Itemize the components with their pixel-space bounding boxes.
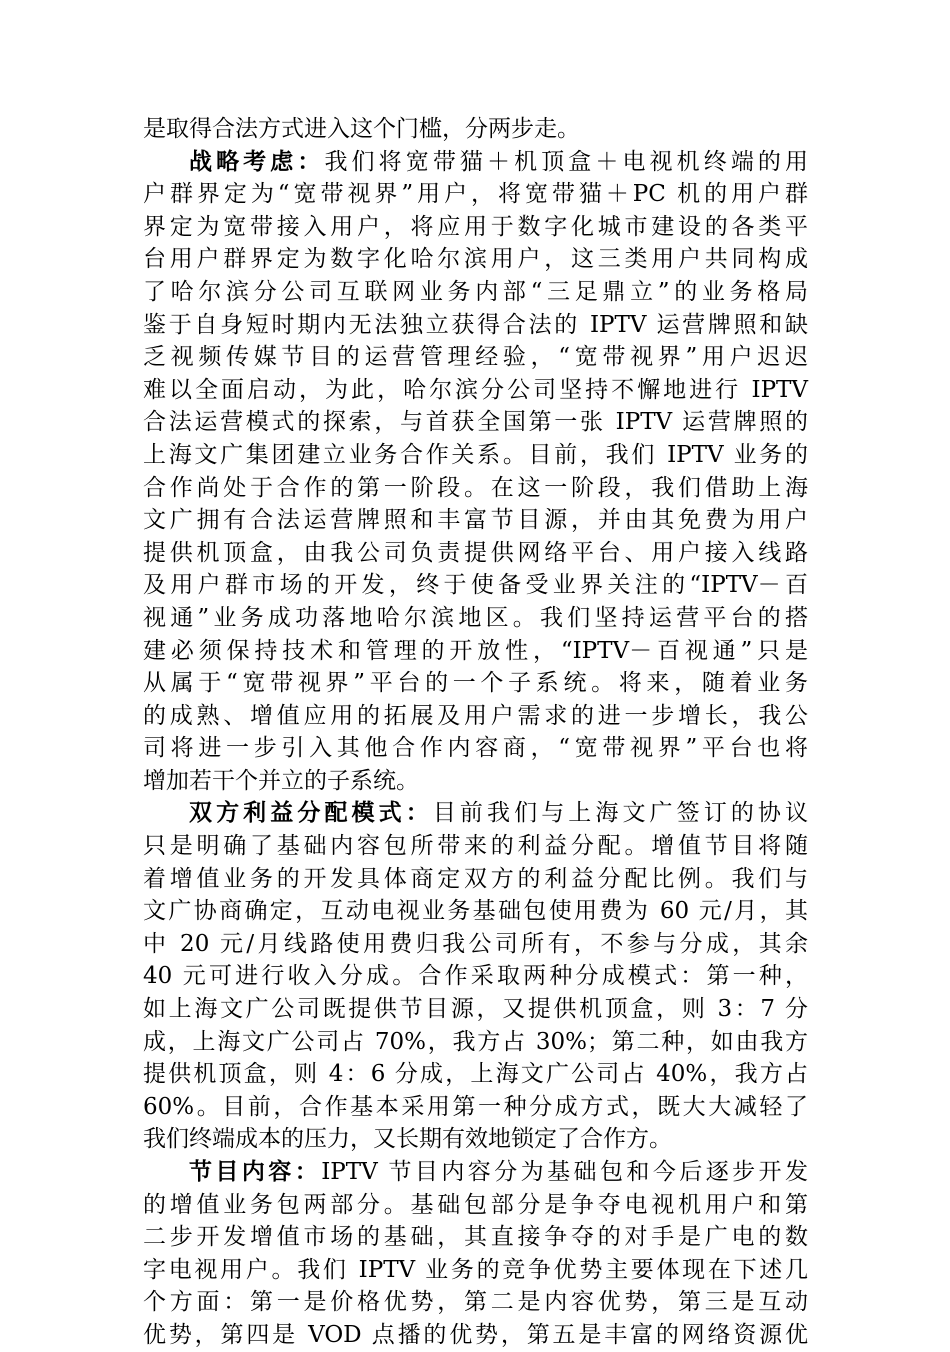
text-line: 如上海文广公司既提供节目源，又提供机顶盒，则 3：7 分 <box>143 996 808 1023</box>
document-page <box>143 113 808 1352</box>
text-run: IPTV 节目内容分为基础包和今后逐步开发 <box>321 1159 808 1185</box>
text-line: 文广拥有合法运营牌照和丰富节目源，并由其免费为用户 <box>143 507 808 534</box>
text-line: 优势，第四是 VOD 点播的优势，第五是丰富的网络资源优 <box>143 1321 808 1348</box>
text-line: 只是明确了基础内容包所带来的利益分配。增值节目将随 <box>143 833 808 860</box>
paragraph-intro <box>143 113 808 146</box>
text-line: 鉴于自身短时期内无法独立获得合法的 IPTV 运营牌照和缺 <box>143 311 808 338</box>
text-line: 的成熟、增值应用的拓展及用户需求的进一步增长，我公 <box>143 702 808 729</box>
text-line: 是取得合法方式进入这个门槛，分两步走。 <box>143 116 580 142</box>
text-line: 合作尚处于合作的第一阶段。在这一阶段，我们借助上海 <box>143 474 808 501</box>
text-line: 提供机顶盒，由我公司负责提供网络平台、用户接入线路 <box>143 539 808 566</box>
text-line: 户群界定为“宽带视界”用户，将宽带猫＋PC 机的用户群 <box>143 181 808 208</box>
text-line: 乏视频传媒节目的运营管理经验，“宽带视界”用户迟迟 <box>143 344 808 371</box>
text-line: 二步开发增值市场的基础，其直接争夺的对手是广电的数 <box>143 1224 808 1251</box>
text-line: 着增值业务的开发具体商定双方的利益分配比例。我们与 <box>143 865 808 892</box>
text-line <box>143 797 808 830</box>
section-heading-program-content: 节目内容： <box>189 1158 322 1185</box>
text-line: 40 元可进行收入分成。合作采取两种分成模式：第一种， <box>143 963 808 990</box>
paragraph-strategy <box>143 146 808 798</box>
text-line: 提供机顶盒，则 4：6 分成，上海文广公司占 40%，我方占 <box>143 1061 808 1088</box>
text-line: 增加若干个并立的子系统。 <box>143 767 419 794</box>
text-line: 从属于“宽带视界”平台的一个子系统。将来，随着业务 <box>143 670 808 697</box>
text-line: 了哈尔滨分公司互联网业务内部“三足鼎立”的业务格局 <box>143 278 808 305</box>
text-line: 文广协商确定，互动电视业务基础包使用费为 60 元/月，其 <box>143 898 808 925</box>
text-line: 台用户群界定为数字化哈尔滨用户，这三类用户共同构成 <box>143 246 808 273</box>
text-line: 我们终端成本的压力，又长期有效地锁定了合作方。 <box>143 1126 672 1153</box>
text-line: 合法运营模式的探索，与首获全国第一张 IPTV 运营牌照的 <box>143 409 808 436</box>
paragraph-revenue-sharing <box>143 797 808 1156</box>
text-line: 建必须保持技术和管理的开放性，“IPTV－百视通”只是 <box>143 637 808 664</box>
text-line: 视通”业务成功落地哈尔滨地区。我们坚持运营平台的搭 <box>143 604 808 631</box>
text-line: 60%。目前，合作基本采用第一种分成方式，既大大减轻了 <box>143 1093 808 1120</box>
text-line: 上海文广集团建立业务合作关系。目前，我们 IPTV 业务的 <box>143 441 808 468</box>
text-line: 难以全面启动，为此，哈尔滨分公司坚持不懈地进行 IPTV <box>143 376 808 403</box>
text-run: 目前我们与上海文广签订的协议 <box>432 800 809 827</box>
text-line: 司将进一步引入其他合作内容商，“宽带视界”平台也将 <box>143 735 808 762</box>
text-line: 中 20 元/月线路使用费归我公司所有，不参与分成，其余 <box>143 930 808 957</box>
text-line: 字电视用户。我们 IPTV 业务的竞争优势主要体现在下述几 <box>143 1256 808 1283</box>
text-line: 成，上海文广公司占 70%，我方占 30%；第二种，如由我方 <box>143 1028 808 1055</box>
section-heading-revenue-sharing: 双方利益分配模式： <box>189 799 433 827</box>
section-heading-strategy: 战略考虑： <box>189 147 325 175</box>
text-line <box>143 146 808 179</box>
paragraph-program-content <box>143 1156 808 1352</box>
text-line: 界定为宽带接入用户，将应用于数字化城市建设的各类平 <box>143 213 808 240</box>
text-line: 及用户群市场的开发，终于使备受业界关注的“IPTV－百 <box>143 572 808 599</box>
text-line <box>143 1156 808 1189</box>
text-line: 个方面：第一是价格优势，第二是内容优势，第三是互动 <box>143 1289 808 1316</box>
text-line: 的增值业务包两部分。基础包部分是争夺电视机用户和第 <box>143 1191 808 1218</box>
text-run: 我们将宽带猫＋机顶盒＋电视机终端的用 <box>324 148 809 175</box>
